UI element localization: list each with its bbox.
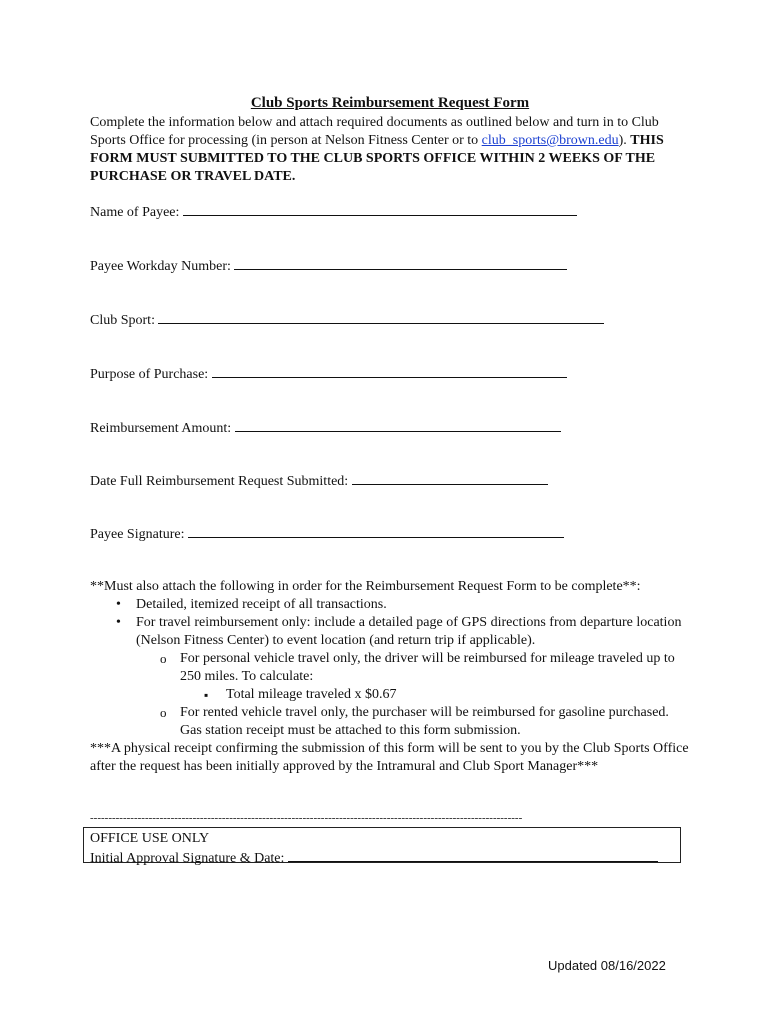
intro-text-2: ). xyxy=(618,133,631,148)
payee-name-label: Name of Payee: xyxy=(90,205,183,220)
form-page xyxy=(90,94,690,866)
club-sport-field xyxy=(90,310,604,330)
mileage-sublist xyxy=(180,686,690,704)
email-link[interactable]: club_sports@brown.edu xyxy=(481,133,619,148)
purpose-label: Purpose of Purchase: xyxy=(90,367,212,382)
payee-name-input-line[interactable] xyxy=(183,202,577,216)
requirements-list xyxy=(90,596,690,740)
requirements-section xyxy=(90,578,690,776)
sub-personal-vehicle-text: For personal vehicle travel only, the driver will be reimbursed for mileage traveled up to 250 miles. To calculate: xyxy=(180,651,675,684)
travel-sublist xyxy=(136,650,690,740)
approval-label: Initial Approval Signature & Date: xyxy=(90,851,288,866)
date-submitted-field xyxy=(90,471,548,491)
workday-number-field xyxy=(90,256,567,276)
mileage-calculation: ▪ Total mileage traveled x $0.67 xyxy=(226,686,690,704)
purpose-field xyxy=(90,364,567,384)
requirements-intro: **Must also attach the following in order for the Reimbursement Request Form to be complete**: xyxy=(90,579,641,594)
approval-input-line[interactable] xyxy=(288,848,658,862)
date-submitted-label: Date Full Reimbursement Request Submitted: xyxy=(90,474,352,489)
signature-input-line[interactable] xyxy=(188,524,564,538)
club-sport-input-line[interactable] xyxy=(158,310,604,324)
date-submitted-input-line[interactable] xyxy=(352,471,548,485)
requirement-receipt: • Detailed, itemized receipt of all transactions. xyxy=(136,596,690,614)
updated-date: Updated 08/16/2022 xyxy=(548,958,666,973)
signature-field xyxy=(90,524,564,544)
signature-label: Payee Signature: xyxy=(90,527,188,542)
sub-rented-vehicle: o For rented vehicle travel only, the purchaser will be reimbursed for gasoline purchased. Gas station receipt must be attached to this form submission. xyxy=(180,704,690,740)
physical-receipt-note: ***A physical receipt confirming the submission of this form will be sent to you by the Club Sports Office after the request has been initially approved by the Intramural and Club Sport Manager*** xyxy=(90,741,689,774)
amount-input-line[interactable] xyxy=(235,418,561,432)
approval-row xyxy=(90,848,674,868)
amount-field xyxy=(90,418,561,438)
sub-personal-vehicle xyxy=(180,650,690,704)
workday-number-label: Payee Workday Number: xyxy=(90,259,235,274)
amount-label: Reimbursement Amount: xyxy=(90,421,235,436)
divider-line: ---------------------------------------------------------------------------------------------------------------------- xyxy=(90,812,523,824)
form-title: Club Sports Reimbursement Request Form xyxy=(250,95,530,111)
intro-deadline-notice: THIS FORM MUST SUBMITTED TO THE CLUB SPORTS OFFICE WITHIN 2 WEEKS OF THE PURCHASE OR TRAVEL DATE. xyxy=(90,133,664,184)
requirement-travel-text: For travel reimbursement only: include a detailed page of GPS directions from departure location (Nelson Fitness Center) to event location (and return trip if applicable). xyxy=(136,615,682,648)
payee-name-field xyxy=(90,202,577,222)
intro-text-1: Complete the information below and attach required documents as outlined below and turn in to Club Sports Office for processing (in person at Nelson Fitness Center or to xyxy=(90,115,659,148)
workday-number-input-line[interactable] xyxy=(234,256,567,270)
club-sport-label: Club Sport: xyxy=(90,313,159,328)
office-use-box xyxy=(83,827,681,866)
purpose-input-line[interactable] xyxy=(212,364,567,378)
requirement-travel xyxy=(136,614,690,740)
office-use-heading: OFFICE USE ONLY xyxy=(90,831,210,846)
form-intro xyxy=(90,114,690,186)
